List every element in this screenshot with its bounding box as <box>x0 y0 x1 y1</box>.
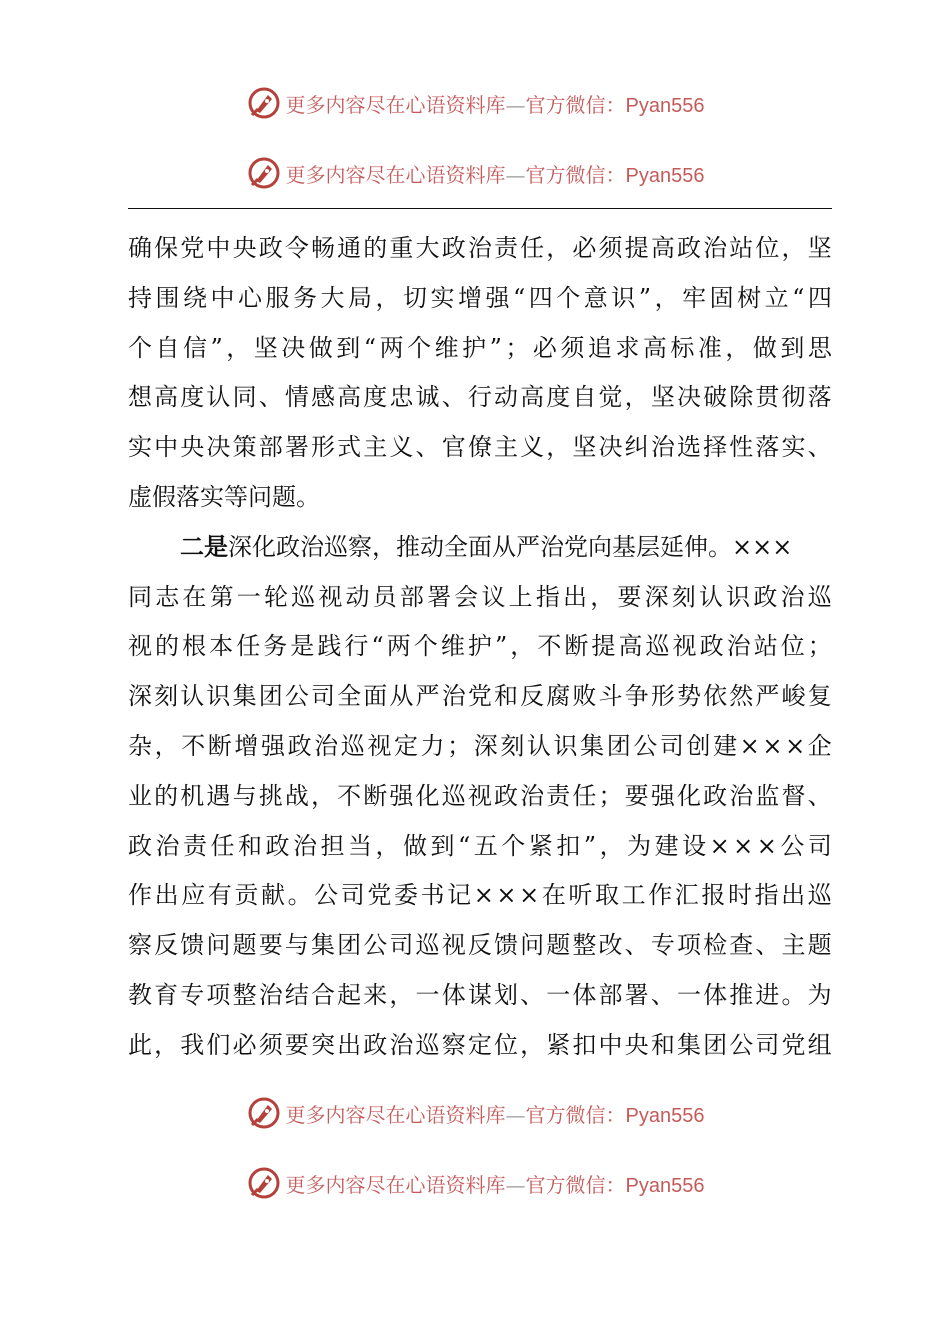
text-line: 视 的 根 本 任 务 是 践 行 “ 两 个 维 护 ” ， 不 断 提 高 巡 视 政 治 站 位 ； <box>128 632 832 661</box>
text-line: 察 反 馈 问 题 要 与 集 团 公 司 巡 视 反 馈 问 题 整 改 、 专 项 检 查 、 主 题 <box>128 931 832 960</box>
banner-text <box>286 159 705 188</box>
banner-wechat-id: Pyan556 <box>625 164 705 187</box>
banner-wechat-label: 官方微信： <box>525 92 626 117</box>
banner-title: 更多内容尽在心语资料库 <box>285 1102 506 1127</box>
banner-wechat-label: 官方微信： <box>525 1102 626 1127</box>
banner-wechat-label: 官方微信： <box>525 1172 626 1197</box>
text-line: 持 围 绕 中 心 服 务 大 局 ， 切 实 增 强 “ 四 个 意 识 ” ， 牢 固 树 立 “ 四 <box>128 283 832 312</box>
text-line: 杂 ， 不 断 增 强 政 治 巡 视 定 力 ； 深 刻 认 识 集 团 公 司 创 建 × × × 企 <box>128 731 832 760</box>
banner-dash: — <box>505 92 526 117</box>
text-line: 作 出 应 有 贡 献 。 公 司 党 委 书 记 × × × 在 听 取 工 作 汇 报 时 指 出 巡 <box>128 881 832 910</box>
banner-text <box>286 1169 705 1198</box>
lead-term: 二是 <box>180 532 228 561</box>
paragraph-first-line <box>128 523 832 573</box>
banner-dash: — <box>505 162 526 187</box>
banner-dash: — <box>505 1102 526 1127</box>
text-line: 深 刻 认 识 集 团 公 司 全 面 从 严 治 党 和 反 腐 败 斗 争 形 势 依 然 严 峻 复 <box>128 682 832 711</box>
first-line-text: 深化政治巡察，推动全面从严治党向基层延伸。××× <box>228 532 793 561</box>
banner-wechat-label: 官方微信： <box>525 162 626 187</box>
document-body <box>128 224 832 1071</box>
text-line: 个 自 信 ” ， 坚 决 做 到 “ 两 个 维 护 ” ； 必 须 追 求 高 标 准 ， 做 到 思 <box>128 333 832 362</box>
header-divider <box>128 208 832 209</box>
text-line: 虚假落实等问题。 <box>128 482 320 511</box>
text-line: 同 志 在 第 一 轮 巡 视 动 员 部 署 会 议 上 指 出 ， 要 深 刻 认 识 政 治 巡 <box>128 582 832 611</box>
banner-title: 更多内容尽在心语资料库 <box>285 1172 506 1197</box>
banner-title: 更多内容尽在心语资料库 <box>285 92 506 117</box>
banner-wechat-id: Pyan556 <box>625 1174 705 1197</box>
banner-text <box>286 89 705 118</box>
banner-wechat-id: Pyan556 <box>625 94 705 117</box>
paragraph-lead <box>180 523 792 573</box>
text-line: 政 治 责 任 和 政 治 担 当 ， 做 到 “ 五 个 紧 扣 ” ， 为 建 设 × × × 公 司 <box>128 831 832 860</box>
banner-dash: — <box>505 1172 526 1197</box>
footer-banner-2 <box>0 1163 950 1203</box>
pen-nib-circle-icon <box>246 155 282 191</box>
header-banner-1 <box>0 83 950 123</box>
pen-nib-circle-icon <box>246 1095 282 1131</box>
text-line: 此 ， 我 们 必 须 要 突 出 政 治 巡 察 定 位 ， 紧 扣 中 央 和 集 团 公 司 党 组 <box>128 1030 832 1059</box>
text-line: 确 保 党 中 央 政 令 畅 通 的 重 大 政 治 责 任 ， 必 须 提 高 政 治 站 位 ， 坚 <box>128 234 832 262</box>
header-banner-2 <box>0 153 950 193</box>
banner-text <box>286 1099 705 1128</box>
pen-nib-circle-icon <box>246 85 282 121</box>
pen-nib-circle-icon <box>246 1165 282 1201</box>
text-line: 实 中 央 决 策 部 署 形 式 主 义 、 官 僚 主 义 ， 坚 决 纠 治 选 择 性 落 实 、 <box>128 433 832 462</box>
text-line: 教 育 专 项 整 治 结 合 起 来 ， 一 体 谋 划 、 一 体 部 署 、 一 体 推 进 。 为 <box>128 980 832 1009</box>
footer-banner-1 <box>0 1093 950 1133</box>
text-line: 想 高 度 认 同 、 情 感 高 度 忠 诚 、 行 动 高 度 自 觉 ， 坚 决 破 除 贯 彻 落 <box>128 383 832 412</box>
banner-wechat-id: Pyan556 <box>625 1104 705 1127</box>
banner-title: 更多内容尽在心语资料库 <box>285 162 506 187</box>
text-line: 业 的 机 遇 与 挑 战 ， 不 断 强 化 巡 视 政 治 责 任 ； 要 强 化 政 治 监 督 、 <box>128 781 832 810</box>
